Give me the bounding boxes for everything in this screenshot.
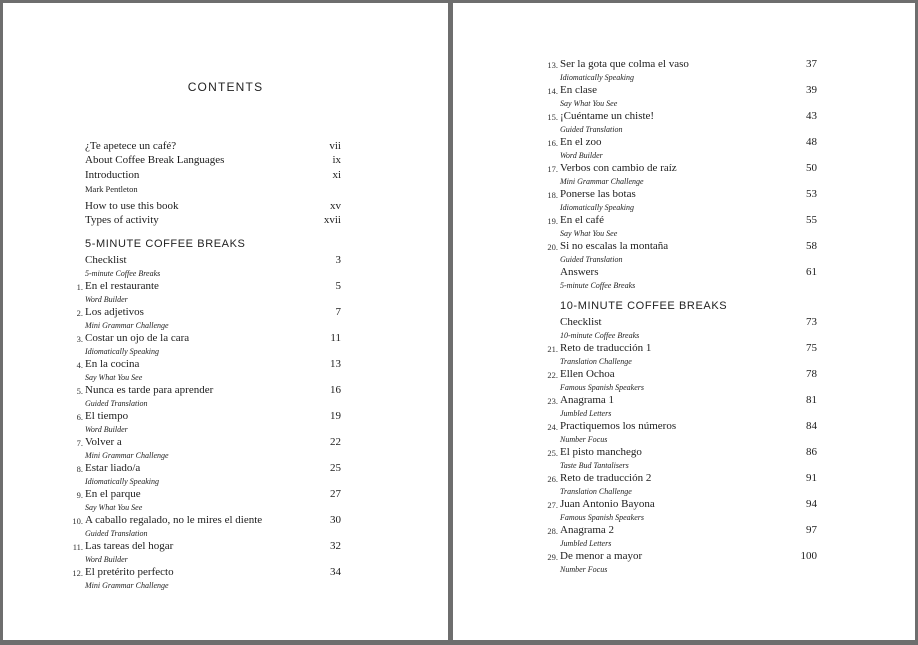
entry-subtitle: Guided Translation	[560, 255, 623, 264]
entry-subtitle: 5-minute Coffee Breaks	[85, 269, 161, 278]
entry-number: 17.	[547, 164, 558, 174]
entry-title: Practiquemos los números	[560, 420, 677, 432]
entry-subtitle: Idiomatically Speaking	[85, 477, 159, 486]
entry-page-number: 37	[806, 58, 817, 70]
entry-page-number: 11	[330, 332, 341, 344]
entry-title: En la cocina	[85, 358, 140, 370]
entry-title: ¡Cuéntame un chiste!	[560, 110, 655, 122]
entry-page-number: 81	[806, 394, 817, 406]
entry-number: 23.	[547, 396, 558, 406]
entry-title: Volver a	[85, 436, 122, 448]
entry-number: 14.	[547, 86, 558, 96]
entry-title: Ser la gota que colma el vaso	[560, 58, 689, 70]
entry-page-number: 86	[806, 446, 817, 458]
entry-title: About Coffee Break Languages	[85, 154, 225, 166]
entry-page-number: 7	[335, 306, 341, 318]
entry-title: En el café	[560, 214, 604, 226]
entry-title: Introduction	[85, 169, 140, 181]
entry-subtitle: Jumbled Letters	[560, 539, 612, 548]
entry-page-number: 25	[330, 462, 341, 474]
entry-title: Anagrama 2	[560, 524, 615, 536]
entry-subtitle: Word Builder	[560, 151, 603, 160]
entry-number: 19.	[547, 216, 558, 226]
entry-number: 10.	[72, 516, 83, 526]
entry-subtitle: Famous Spanish Speakers	[560, 383, 644, 392]
entry-title: Types of activity	[85, 214, 159, 226]
entry-subtitle: Jumbled Letters	[560, 409, 612, 418]
entry-page-number: 84	[806, 420, 817, 432]
entry-number: 20.	[547, 242, 558, 252]
entry-title: En el restaurante	[85, 280, 159, 292]
entry-page-number: 32	[330, 540, 341, 552]
entry-subtitle: Word Builder	[85, 295, 128, 304]
entry-title: De menor a mayor	[560, 550, 643, 562]
entry-subtitle: Guided Translation	[560, 125, 623, 134]
entry-number: 8.	[76, 464, 83, 474]
entry-page-number: vii	[329, 140, 341, 152]
entry-page-number: 19	[330, 410, 341, 422]
entry-subtitle: Guided Translation	[85, 529, 148, 538]
entry-title: Anagrama 1	[560, 394, 615, 406]
entry-page-number: ix	[332, 154, 341, 166]
entry-page-number: 75	[806, 342, 817, 354]
entry-subtitle: Mini Grammar Challenge	[85, 321, 169, 330]
entry-title: Las tareas del hogar	[85, 540, 174, 552]
entry-number: 11.	[72, 542, 83, 552]
entry-number: 28.	[547, 526, 558, 536]
entry-number: 29.	[547, 552, 558, 562]
entry-subtitle: Say What You See	[85, 503, 143, 512]
entry-subtitle: Idiomatically Speaking	[560, 203, 634, 212]
entry-subtitle: Taste Bud Tantalisers	[560, 461, 629, 470]
entry-number: 5.	[76, 386, 83, 396]
entry-title: Ellen Ochoa	[560, 368, 615, 380]
entry-title: Si no escalas la montaña	[560, 240, 669, 252]
entry-title: Nunca es tarde para aprender	[85, 384, 214, 396]
entry-subtitle: Mark Pentleton	[85, 184, 138, 194]
entry-number: 25.	[547, 448, 558, 458]
entry-title: El tiempo	[85, 410, 129, 422]
entry-subtitle: Guided Translation	[85, 399, 148, 408]
entry-title: Checklist	[85, 254, 127, 266]
entry-page-number: 94	[806, 498, 817, 510]
entry-subtitle: Famous Spanish Speakers	[560, 513, 644, 522]
entry-number: 9.	[76, 490, 83, 500]
entry-title: How to use this book	[85, 200, 179, 212]
entry-page-number: 100	[800, 550, 817, 562]
entry-subtitle: Say What You See	[85, 373, 143, 382]
entry-page-number: 97	[806, 524, 817, 536]
entry-subtitle: Translation Challenge	[560, 487, 632, 496]
entry-subtitle: Word Builder	[85, 555, 128, 564]
entry-title: Answers	[560, 266, 599, 278]
entry-number: 27.	[547, 500, 558, 510]
entry-title: Reto de traducción 2	[560, 472, 652, 484]
entry-page-number: 55	[806, 214, 817, 226]
entry-subtitle: Idiomatically Speaking	[560, 73, 634, 82]
entry-title: Checklist	[560, 316, 602, 328]
entry-number: 16.	[547, 138, 558, 148]
entry-page-number: 73	[806, 316, 817, 328]
entry-number: 7.	[76, 438, 83, 448]
entry-number: 24.	[547, 422, 558, 432]
entry-title: A caballo regalado, no le mires el diente	[85, 514, 263, 526]
entry-page-number: 50	[806, 162, 817, 174]
entry-page-number: 3	[335, 254, 341, 266]
entry-subtitle: Mini Grammar Challenge	[560, 177, 644, 186]
entry-subtitle: Mini Grammar Challenge	[85, 581, 169, 590]
entry-title: Costar un ojo de la cara	[85, 332, 190, 344]
entry-number: 1.	[76, 282, 83, 292]
entry-number: 18.	[547, 190, 558, 200]
entry-title: El pretérito perfecto	[85, 566, 174, 578]
section-heading-5-minute: 5-MINUTE COFFEE BREAKS	[85, 238, 246, 250]
section-heading-10-minute: 10-MINUTE COFFEE BREAKS	[560, 300, 728, 312]
entry-page-number: 48	[806, 136, 817, 148]
entry-title: Reto de traducción 1	[560, 342, 652, 354]
entry-subtitle: Say What You See	[560, 99, 618, 108]
entry-number: 6.	[76, 412, 83, 422]
entry-page-number: 61	[806, 266, 817, 278]
entry-page-number: 13	[330, 358, 341, 370]
entry-number: 26.	[547, 474, 558, 484]
entry-number: 12.	[72, 568, 83, 578]
entry-subtitle: Say What You See	[560, 229, 618, 238]
entry-title: En el parque	[85, 488, 141, 500]
entry-title: Estar liado/a	[85, 462, 141, 474]
entry-title: Los adjetivos	[85, 306, 144, 318]
left-page	[3, 3, 448, 640]
entry-number: 15.	[547, 112, 558, 122]
entry-page-number: xi	[332, 169, 341, 181]
entry-page-number: 22	[330, 436, 341, 448]
entry-page-number: 27	[330, 488, 341, 500]
entry-title: En el zoo	[560, 136, 602, 148]
entry-page-number: 78	[806, 368, 817, 380]
entry-subtitle: Number Focus	[560, 435, 608, 444]
entry-number: 21.	[547, 344, 558, 354]
entry-number: 22.	[547, 370, 558, 380]
entry-subtitle: Mini Grammar Challenge	[85, 451, 169, 460]
entry-title: ¿Te apetece un café?	[85, 140, 177, 152]
entry-page-number: 53	[806, 188, 817, 200]
entry-number: 13.	[547, 60, 558, 70]
entry-subtitle: 10-minute Coffee Breaks	[560, 331, 640, 340]
entry-page-number: xv	[330, 200, 341, 212]
entry-number: 2.	[76, 308, 83, 318]
entry-title: Juan Antonio Bayona	[560, 498, 655, 510]
entry-page-number: 16	[330, 384, 341, 396]
entry-subtitle: Number Focus	[560, 565, 608, 574]
entry-title: El pisto manchego	[560, 446, 642, 458]
entry-subtitle: Idiomatically Speaking	[85, 347, 159, 356]
entry-page-number: xvii	[323, 214, 341, 226]
entry-page-number: 39	[806, 84, 817, 96]
entry-number: 3.	[76, 334, 83, 344]
entry-page-number: 5	[335, 280, 341, 292]
entry-title: Verbos con cambio de raíz	[560, 162, 677, 174]
entry-page-number: 34	[330, 566, 341, 578]
entry-page-number: 43	[806, 110, 817, 122]
page-title: CONTENTS	[187, 80, 264, 94]
entry-page-number: 58	[806, 240, 817, 252]
entry-page-number: 30	[330, 514, 341, 526]
right-page	[453, 3, 915, 640]
entry-subtitle: Word Builder	[85, 425, 128, 434]
entry-number: 4.	[76, 360, 83, 370]
entry-title: Ponerse las botas	[560, 188, 636, 200]
entry-subtitle: 5-minute Coffee Breaks	[560, 281, 636, 290]
entry-page-number: 91	[806, 472, 817, 484]
entry-title: En clase	[560, 84, 597, 96]
entry-subtitle: Translation Challenge	[560, 357, 632, 366]
